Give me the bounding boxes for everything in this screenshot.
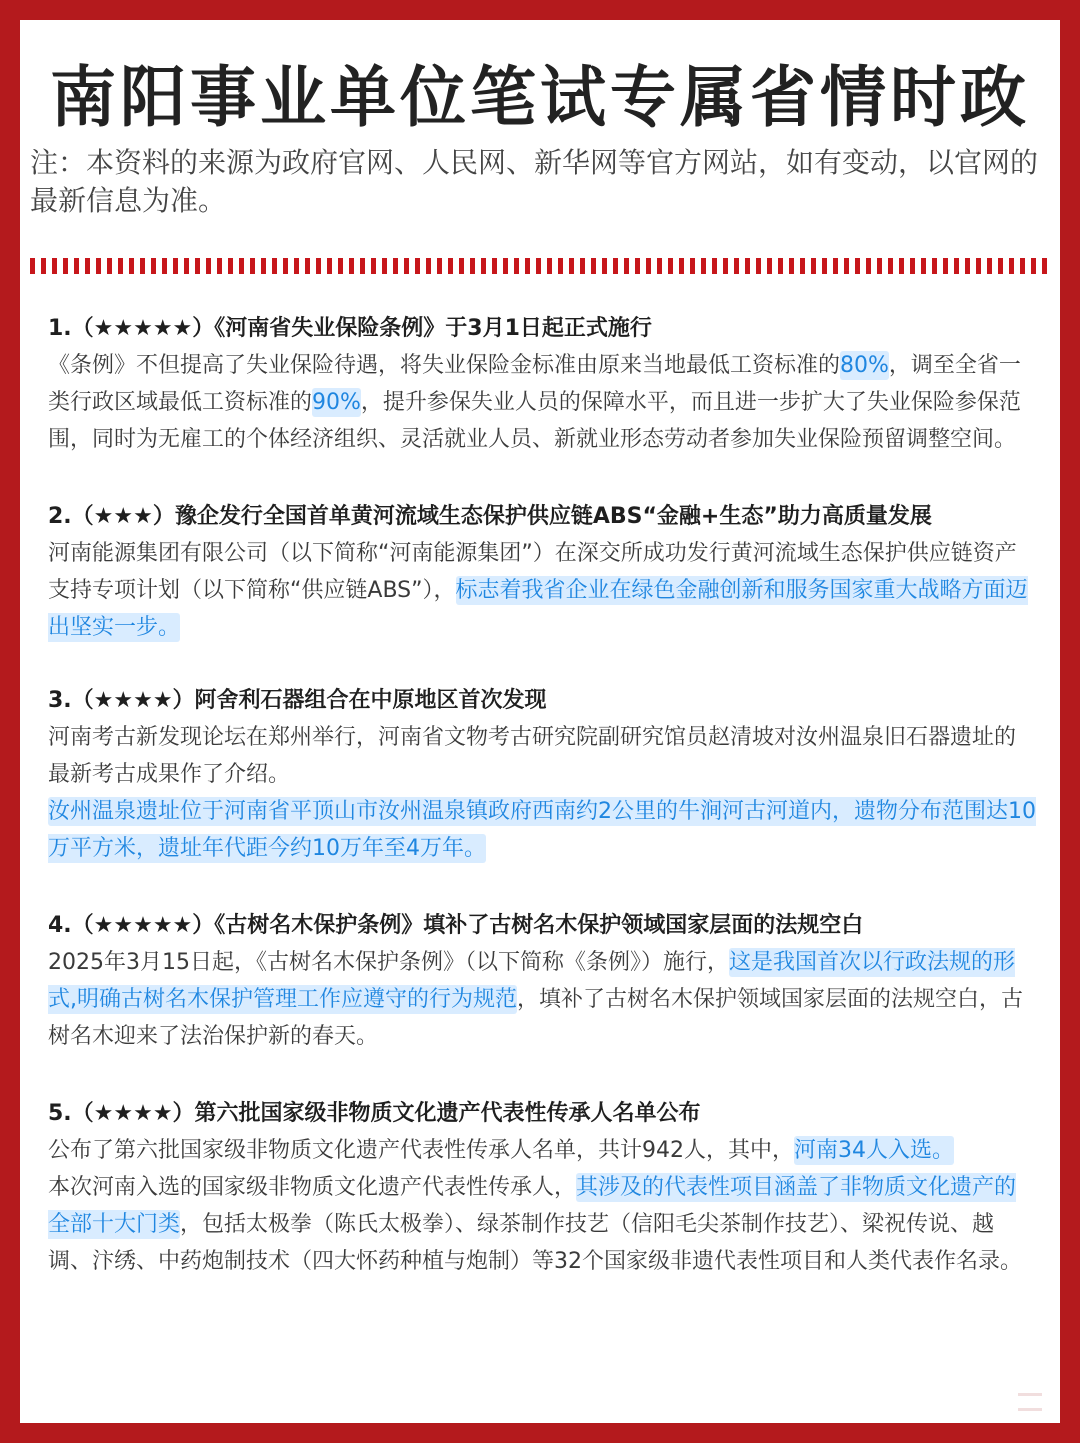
- news-list: [48, 310, 1036, 1320]
- highlighted-text: 标志着我省企业在绿色金融创新和服务国家重大战略方面迈出坚实一步。: [48, 578, 1028, 640]
- body-text: ，调至全省一类行政区域最低工资标准的: [48, 353, 1021, 415]
- news-item: [48, 310, 1036, 458]
- news-item-paragraph: [48, 347, 1036, 458]
- body-text: 河南能源集团有限公司（以下简称“河南能源集团”）在深交所成功发行黄河流域生态保护供应链资产支持专项计划（以下简称“供应链ABS”），: [48, 541, 1017, 603]
- body-text: 河南考古新发现论坛在郑州举行，河南省文物考古研究院副研究馆员赵清坡对汝州温泉旧石器遗址的最新考古成果作了介绍。: [48, 725, 1017, 787]
- news-item: [48, 907, 1036, 1055]
- body-text: 《条例》不但提高了失业保险待遇，将失业保险金标准由原来当地最低工资标准的: [48, 353, 841, 378]
- page-title: 南阳事业单位笔试专属省情时政: [50, 59, 1030, 136]
- news-item-title: 4.（★★★★★）《古树名木保护条例》填补了古树名木保护领域国家层面的法规空白: [48, 913, 864, 938]
- body-text: 公布了第六批国家级非物质文化遗产代表性传承人名单，共计942人，其中，: [48, 1138, 794, 1163]
- news-item: [48, 1095, 1036, 1280]
- news-item-title: 2.（★★★）豫企发行全国首单黄河流域生态保护供应链ABS“金融+生态”助力高质量发展: [48, 504, 932, 529]
- news-item-title: 5.（★★★★）第六批国家级非物质文化遗产代表性传承人名单公布: [48, 1101, 701, 1126]
- news-item-paragraph: [48, 535, 1036, 646]
- highlighted-text: 其涉及的代表性项目涵盖了非物质文化遗产的全部十大门类: [48, 1175, 1017, 1237]
- news-item: [48, 682, 1036, 867]
- news-item: [48, 498, 1036, 646]
- news-item-title: 1.（★★★★★）《河南省失业保险条例》于3月1日起正式施行: [48, 316, 652, 341]
- news-item-paragraph: [48, 719, 1036, 793]
- body-text: ，填补了古树名木保护领域国家层面的法规空白，古树名木迎来了法治保护新的春天。: [48, 987, 1024, 1049]
- decorative-lines-icon: [1018, 1393, 1042, 1411]
- highlighted-text: 90%: [312, 390, 361, 415]
- body-text: ，提升参保失业人员的保障水平，而且进一步扩大了失业保险参保范围，同时为无雇工的个体经济组织、灵活就业人员、新就业形态劳动者参加失业保险预留调整空间。: [48, 390, 1021, 452]
- news-item-paragraph: [48, 944, 1036, 1055]
- news-item-paragraph: [48, 1169, 1036, 1280]
- news-item-title: 3.（★★★★）阿舍利石器组合在中原地区首次发现: [48, 688, 547, 713]
- page-card: [20, 20, 1060, 1423]
- body-text: 2025年3月15日起，《古树名木保护条例》（以下简称《条例》）施行，: [48, 950, 729, 975]
- highlighted-text: 这是我国首次以行政法规的形式,明确古树名木保护管理工作应遵守的行为规范: [48, 950, 1015, 1012]
- highlighted-text: 河南34人入选。: [794, 1138, 954, 1163]
- news-item-paragraph: [48, 1132, 1036, 1169]
- dashed-divider: [30, 258, 1050, 274]
- highlighted-text: 80%: [840, 353, 889, 378]
- news-item-paragraph: [48, 793, 1036, 867]
- highlighted-text: 汝州温泉遗址位于河南省平顶山市汝州温泉镇政府西南约2公里的牛涧河古河道内，遗物分布范围达10万平方米，遗址年代距今约10万年至4万年。: [48, 799, 1036, 861]
- body-text: ，包括太极拳（陈氏太极拳）、绿茶制作技艺（信阳毛尖茶制作技艺）、梁祝传说、越调、汴绣、中药炮制技术（四大怀药种植与炮制）等32个国家级非遗代表性项目和人类代表作名录。: [48, 1212, 1022, 1274]
- source-note: 注：本资料的来源为政府官网、人民网、新华网等官方网站，如有变动，以官网的最新信息为准。: [30, 146, 1039, 217]
- body-text: 本次河南入选的国家级非物质文化遗产代表性传承人，: [48, 1175, 577, 1200]
